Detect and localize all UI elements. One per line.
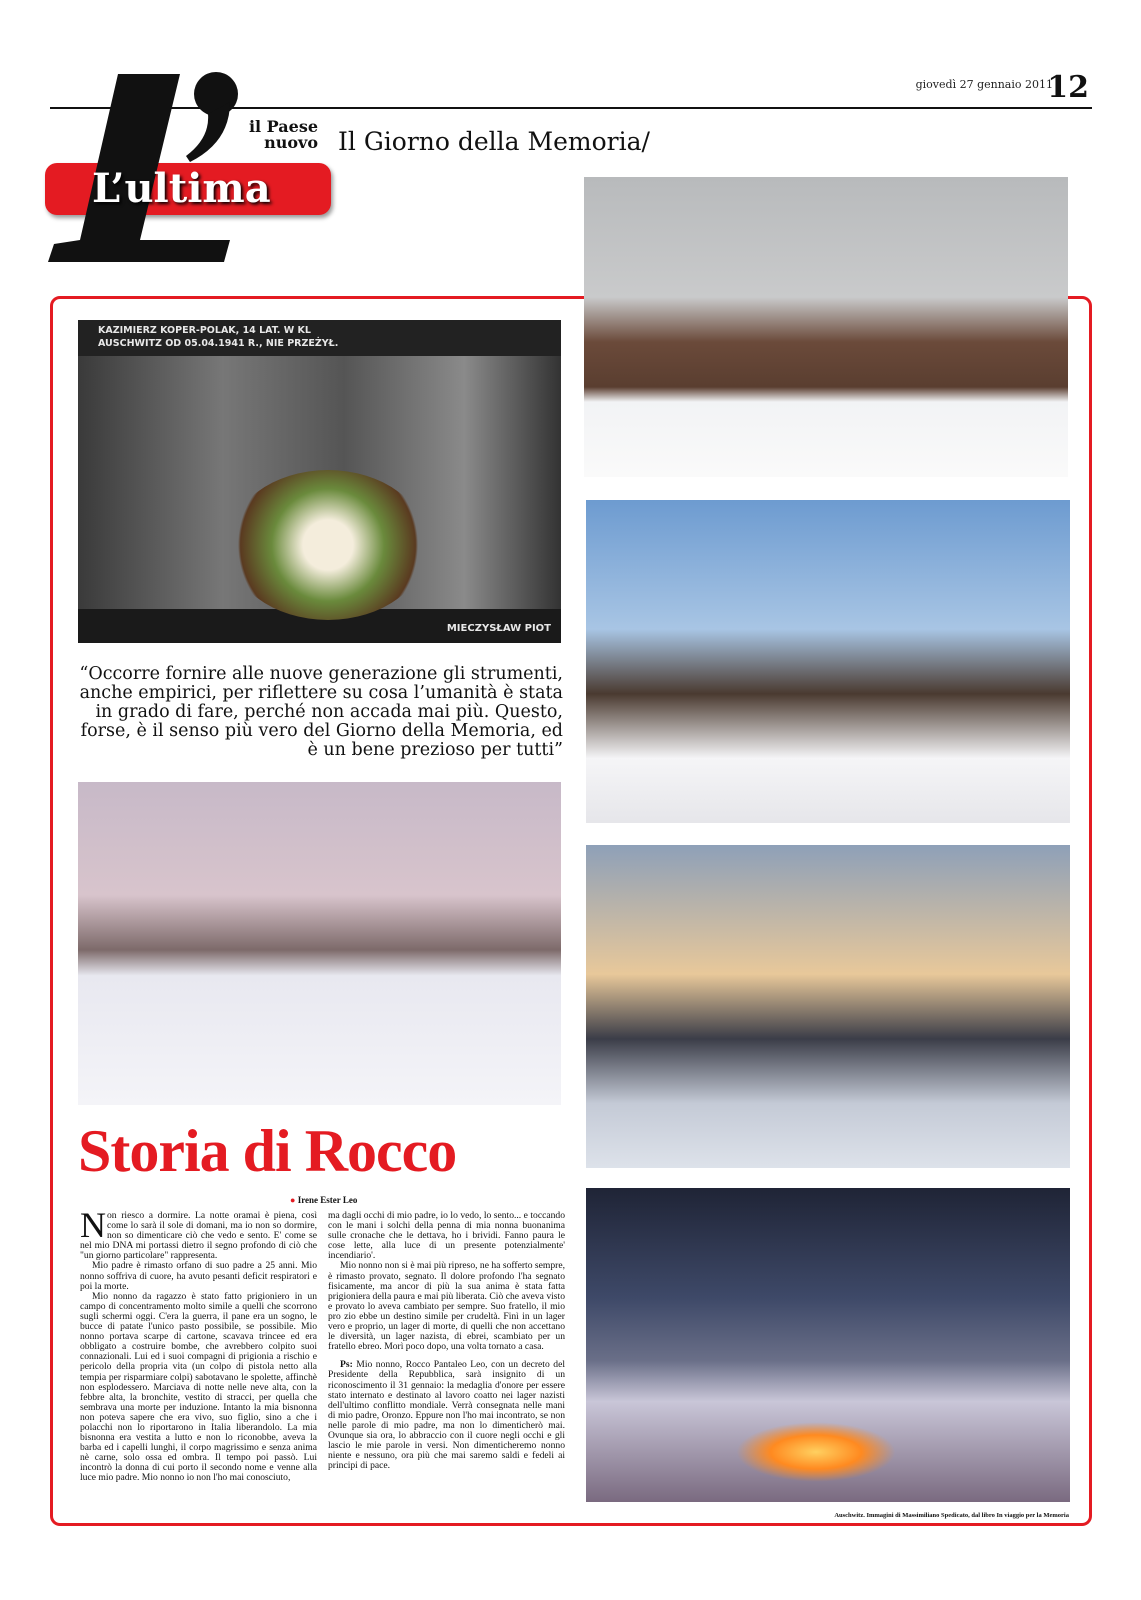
- candles-glow: [736, 1422, 896, 1482]
- paragraph: ma dagli occhi di mio padre, io lo vedo, lo sento... e toccando con le mani i solchi della penna di mia nonna buonanima sulle cronache che le dettava, ho i brividi. Fanno paura le cose lette, alla luce di un presente potenzialmente' incendiario'.: [328, 1210, 565, 1262]
- paragraph: [80, 1205, 317, 1262]
- paragraph: Mio padre è rimasto orfano di suo padre a 25 anni. Mio nonno soffriva di cuore, ha avuto pesanti deficit respiratori e poi la morte.: [80, 1260, 317, 1292]
- article-column-1: [80, 1205, 317, 1484]
- page-number: 12: [1047, 70, 1089, 105]
- paper-name-line2: nuovo: [264, 133, 318, 152]
- paragraph: Mio nonno non si è mai più ripreso, ne ha sofferto sempre, è rimasto provato, segnato. Il dolore profondo l'ha segnato fisicamente, ma ancor di più la sua anima è stata fatta prigioniera della paura e mai più liberata. Ciò che aveva visto e provato lo aveva cambiato per sempre. Suo fratello, il mio pro zio ebbe un destino simile per crudeltà. Finì in un lager vero e proprio, un lager di morte, di quelli che non accettano le diversità, un lager nazista, di ebrei, scambiato per un fratello ebreo. Morì poco dopo, una volta tornato a casa.: [328, 1260, 565, 1353]
- article-column-2: [328, 1211, 565, 1471]
- paper-name: [243, 119, 318, 151]
- pull-quote: “Occorre fornire alle nuove generazione gli strumenti, anche empirici, per riflettere su cosa l’umanità è stata in grado di fare, perché non accada mai più. Questo, forse, è il senso più vero del Giorno della Memoria, ed è un bene prezioso per tutti”: [79, 664, 563, 760]
- wreath: [228, 470, 428, 620]
- photo-prisoner-portraits-wreath: [78, 320, 561, 643]
- logo-apostrophe-dot: [194, 72, 238, 116]
- photo-label-bottom: MIECZYSŁAW PIOT: [446, 623, 551, 634]
- photo-candles-night: [586, 1188, 1070, 1502]
- article-headline: Storia di Rocco: [78, 1118, 457, 1184]
- byline: [290, 1195, 357, 1206]
- paragraph-text: on riesco a dormire. La notte oramai è piena, così come lo sarà il sole di domani, ma io non so dormire, non so dimenticare ciò che vedo e sento. E' come se nel mio DNA mi portassi dietro il segno profondo di ciò che "un giorno particolare" rappresenta.: [80, 1210, 317, 1262]
- photo-birkenau-gate: [584, 177, 1068, 477]
- byline-bullet: ●: [290, 1195, 298, 1205]
- byline-author: Irene Ester Leo: [297, 1195, 358, 1205]
- drop-cap: N: [80, 1205, 106, 1245]
- paragraph: Mio nonno da ragazzo è stato fatto prigioniero in un campo di concentramento molto simile a quelli che scorrono sugli schermi oggi. C'era la guerra, il pane era un sogno, le bucce di patate l'unico pasto possibile, se possibile. Mio nonno portava scarpe di cartone, scavava trincee ed era obbligato a costruire bombe, che avrebbero colpito suoi connazionali. Lui ed i suoi compagni di prigionia a rischio e pericolo della propria vita (un colpo di pistola netto alla tempia per risparmiare colpi) sabotavano le spolette, affinchè non esplodessero. Marciava di notte nelle neve alta, con la febbre alta, la bronchite, vestito di stracci, per quella che sembrava una morte per induzione. Intanto la mia bisnonna non poteva sapere che era vivo, suo figlio, sino a che i polacchi non lo riportarono in Italia liberandolo. La mia bisnonna era vestita a lutto e non lo riconobbe, aveva la barba ed i capelli lunghi, il corpo magrissimo e senza anima nè carne, solo ossa ed ombra. Il tempo poi passò. Lui incontrò la donna di cui porto il secondo nome e venne alla luce mio padre. Mio nonno io non l'ho mai conosciuto,: [80, 1290, 317, 1484]
- photo-label-top: KAZIMIERZ KOPER-POLAK, 14 LAT. W KL AUSCHWITZ OD 05.04.1941 R., NIE PRZEŻYŁ.: [98, 325, 339, 349]
- photo-watchtower-sunset: [586, 845, 1070, 1168]
- photo-auschwitz-guard-tower-path: [586, 500, 1070, 823]
- section-badge-label: L’ultima: [92, 165, 271, 212]
- paper-name-line1: il Paese: [248, 117, 318, 136]
- section-title: Il Giorno della Memoria/: [338, 127, 650, 156]
- photo-caption: Auschwitz. Immagini di Massimiliano Spedicato, dal libro In viaggio per la Memoria: [834, 1512, 1069, 1519]
- photo-barracks-snow-dusk: [78, 782, 561, 1105]
- issue-date: giovedì 27 gennaio 2011: [915, 78, 1053, 91]
- ps-label: Ps:: [340, 1359, 353, 1371]
- ps-paragraph: [328, 1360, 565, 1471]
- ps-text: Mio nonno, Rocco Pantaleo Leo, con un decreto del Presidente della Repubblica, sarà insignito di un riconoscimento il 31 gennaio: la medaglia d'onore per essere stato internato e destinato al lavoro coatto nei lager nazisti dell'ultimo conflitto mondiale. Verrà consegnata nelle mani di mio padre, Oronzo. Eppure non l'ho mai incontrato, se non nelle parole di mio padre, ma non lo dimenticherò mai. Ovunque sia ora, lo abbraccio con il cuore negli occhi e gli lascio le mie parole in versi. Non dimenticheremo nonno niente e nessuno, ora più che mai saremo saldi e fedeli ai principi di pace.: [328, 1359, 565, 1472]
